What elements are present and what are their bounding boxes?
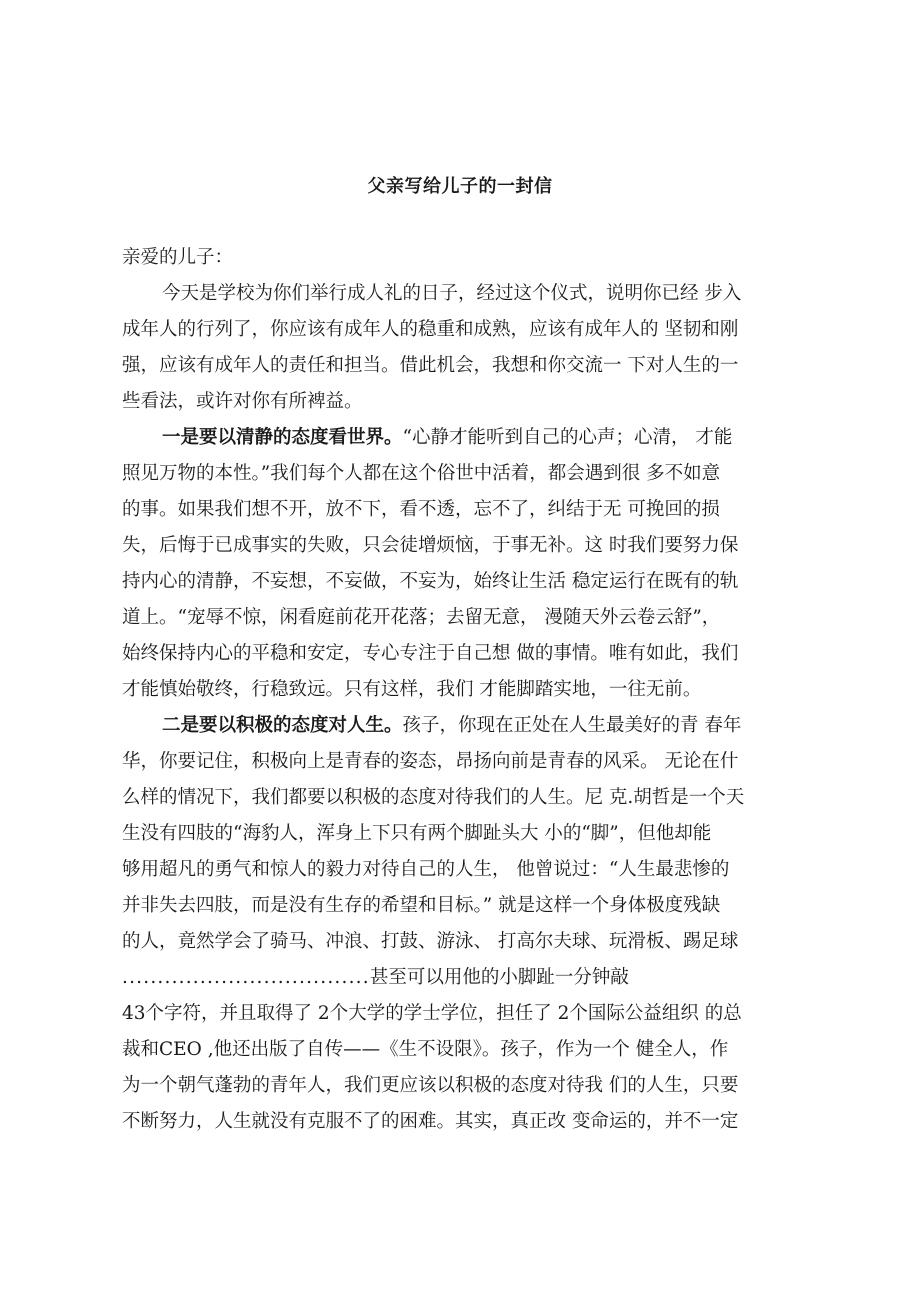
paragraph-2-line: 持内心的清静，不妄想，不妄做，不妄为，始终让生活 稳定运行在既有的轨 [122,571,739,592]
paragraph-1-line: 强，应该有成年人的责任和担当。借此机会，我想和你交流一 下对人生的一 [122,355,739,376]
paragraph-3-line: 为一个朝气蓬勃的青年人，我们更应该以积极的态度对待我 们的人生，只要 [122,1075,739,1096]
paragraph-3-line: 并非失去四肢，而是没有生存的希望和目标。” 就是这样一个身体极度残缺 [122,895,721,916]
paragraph-3-line: 裁和CEO ,他还出版了自传——《生不设限》。孩子，作为一个 健全人，作 [122,1039,729,1060]
letter-greeting: 亲爱的儿子： [122,247,234,268]
paragraph-3-line: 生没有四肢的“海豹人，浑身上下只有两个脚趾头大 小的“脚”，但他却能 [122,823,712,844]
paragraph-2-line: 失，后悔于已成事实的失败，只会徒增烦恼，于事无补。这 时我们要努力保 [122,535,739,556]
paragraph-2-line: 的事。如果我们想不开，放不下，看不透，忘不了，纠结于无 可挽回的损 [122,499,720,520]
paragraph-3-dots-line [122,960,812,996]
paragraph-3-first-text: 孩子，你现在正处在人生最美好的青 春年 [402,715,742,736]
paragraph-2-line: 始终保持内心的平稳和安定，专心专注于自己想 做的事情。唯有如此，我们 [122,643,739,664]
paragraph-2-first-line [122,420,812,456]
ellipsis-dots: ................................... [122,967,370,988]
paragraph-1-line: 今天是学校为你们举行成人礼的日子，经过这个仪式，说明你已经 步入 [162,283,742,304]
paragraph-2-line: 道上。“宠辱不惊，闲看庭前花开花落；去留无意， 漫随天外云卷云舒”， [122,607,721,628]
paragraph-1-line: 成年人的行列了，你应该有成年人的稳重和成熟，应该有成年人的 坚韧和刚 [122,319,739,340]
paragraph-3-line: 43个字符，并且取得了 2个大学的学士学位，担任了 2个国际公益组织 的总 [122,1003,742,1024]
paragraph-3-dots-text: 甚至可以用他的小脚趾一分钟敲 [369,967,629,988]
paragraph-2-first-text: “心静才能听到自己的心声；心清， 才能 [402,427,733,448]
paragraph-2-heading: 一是要以清静的态度看世界。 [162,427,403,448]
paragraph-3-first-line [122,708,812,744]
paragraph-3-line: 华，你要记住，积极向上是青春的姿态，昂扬向前是青春的风采。 无论在什 [122,751,739,772]
paragraph-3-heading: 二是要以积极的态度对人生。 [162,715,403,736]
paragraph-2-line: 才能慎始敬终，行稳致远。只有这样，我们 才能脚踏实地，一往无前。 [122,679,702,700]
paragraph-1-line: 些看法，或许对你有所裨益。 [122,391,363,412]
letter-title: 父亲写给儿子的一封信 [367,176,553,197]
paragraph-3-line: 不断努力，人生就没有克服不了的困难。其实，真正改 变命运的，并不一定 [122,1111,739,1132]
paragraph-3-line: 么样的情况下，我们都要以积极的态度对待我们的人生。尼 克.胡哲是一个天 [122,787,745,808]
paragraph-3-line: 够用超凡的勇气和惊人的毅力对待自己的人生， 他曾说过：“人生最悲惨的 [122,859,730,880]
paragraph-2-line: 照见万物的本性。”我们每个人都在这个俗世中活着，都会遇到很 多不如意 [122,463,721,484]
letter-body [122,240,812,1140]
paragraph-3-line: 的人，竟然学会了骑马、冲浪、打鼓、游泳、 打高尔夫球、玩滑板、踢足球 [122,931,739,952]
